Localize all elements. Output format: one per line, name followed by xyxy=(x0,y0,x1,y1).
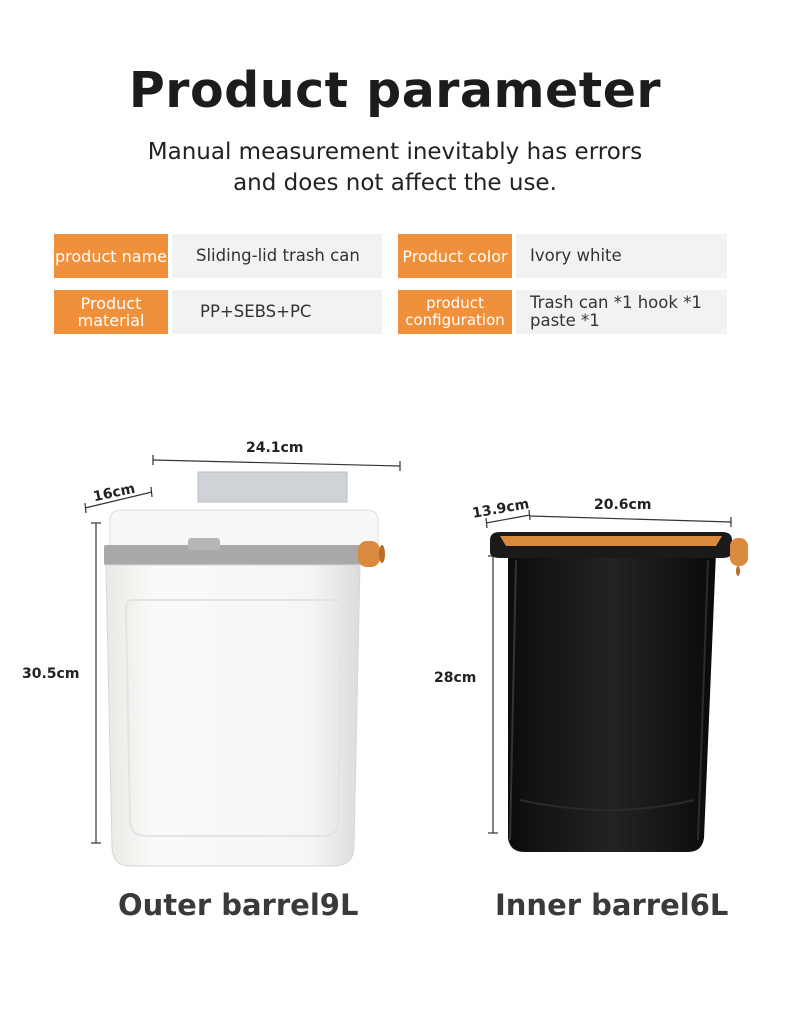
inner-depth-label: 13.9cm xyxy=(471,496,531,522)
param-key-color: Product color xyxy=(398,234,512,278)
outer-width-label: 24.1cm xyxy=(246,440,304,456)
inner-height-label: 28cm xyxy=(434,670,477,686)
param-val-material: PP+SEBS+PC xyxy=(172,290,382,334)
note-line-1: Manual measurement inevitably has errors xyxy=(147,139,643,165)
inner-barrel xyxy=(490,532,748,852)
param-val-name: Sliding-lid trash can xyxy=(172,234,382,278)
inner-width-label: 20.6cm xyxy=(594,497,652,513)
param-val-color: Ivory white xyxy=(516,234,727,278)
inner-barrel-caption: Inner barrel6L xyxy=(495,888,729,922)
param-key-material: Product material xyxy=(54,290,168,334)
outer-barrel xyxy=(104,472,385,866)
param-key-name: product name xyxy=(54,234,168,278)
outer-depth-label: 16cm xyxy=(91,480,137,506)
outer-height-label: 30.5cm xyxy=(22,666,80,682)
outer-barrel-caption: Outer barrel9L xyxy=(118,888,359,922)
param-val-configuration: Trash can *1 hook *1 paste *1 xyxy=(516,290,727,334)
page-title: Product parameter xyxy=(128,62,662,119)
param-key-configuration: product configuration xyxy=(398,290,512,334)
note-line-2: and does not affect the use. xyxy=(233,170,557,196)
